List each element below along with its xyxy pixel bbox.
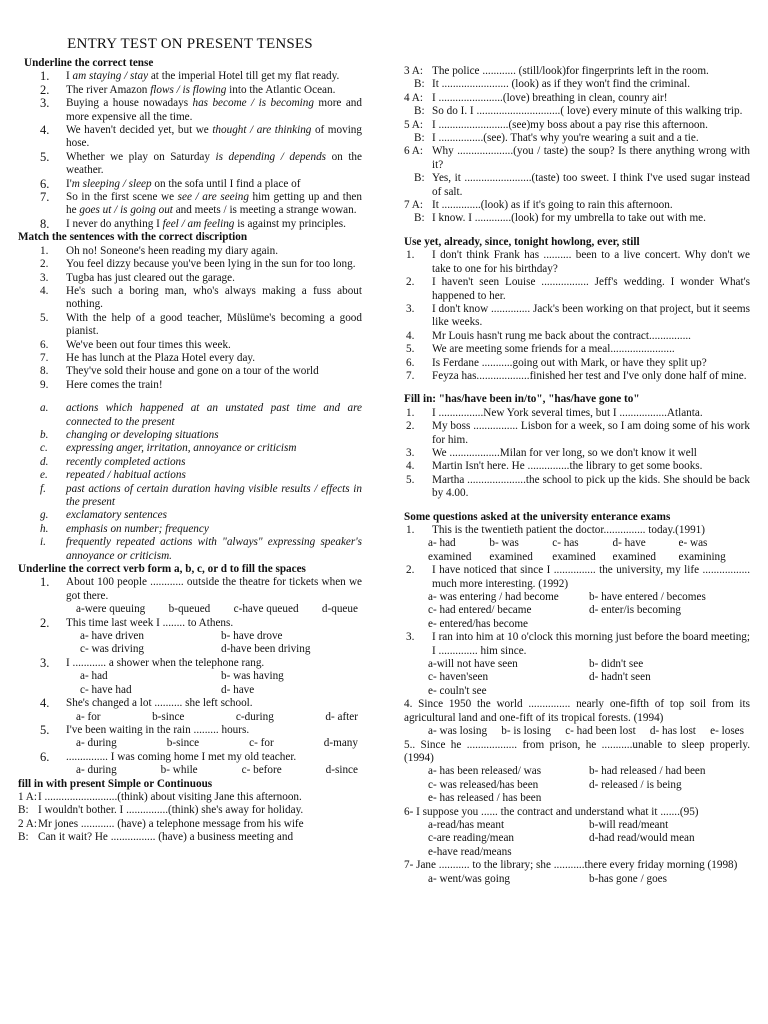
been-gone-list	[404, 407, 750, 501]
match-sentence	[18, 245, 362, 258]
item-number: 6.	[40, 749, 50, 764]
dialogue-continuation	[404, 65, 750, 226]
item-text: She's changed a lot .......... she left school.	[66, 697, 253, 710]
item-text: past actions of certain duration having visible results / effects in the present	[66, 482, 362, 508]
match-sentence	[18, 365, 362, 378]
exercise-item	[404, 303, 750, 330]
item-number: 2.	[40, 258, 49, 271]
speaker-label: B:	[414, 132, 425, 145]
answer-option: c- for	[249, 737, 274, 750]
item-number: 2.	[406, 276, 415, 289]
answer-option: d-have been driving	[221, 643, 311, 656]
answer-option: b- didn't see	[589, 658, 644, 671]
exercise-item	[404, 460, 750, 473]
item-text: Here comes the train!	[66, 378, 163, 391]
answer-option: a- during	[76, 737, 117, 750]
exam-question: 5.. Since he .................. from prison, he ...........unable to sleep properly. (1994)	[404, 738, 750, 764]
answer-option: b- have drove	[221, 630, 283, 643]
answer-option: c-have queued	[233, 603, 299, 616]
match-sentence	[18, 272, 362, 285]
answer-option: d-had read/would mean	[589, 832, 695, 845]
dialogue-text: I .........................(see)my boss about a pay rise this afternoon.	[432, 118, 708, 131]
answer-option: c- was released/has been	[428, 778, 539, 791]
item-text: changing or developing situations	[66, 428, 219, 441]
answer-option: a- was entering / had become	[428, 591, 559, 604]
exercise-item	[18, 97, 362, 124]
exercise-item	[404, 330, 750, 343]
dialogue-text: Yes, it ........................(taste) too sweet. I think I've used sugar instead of salt.	[432, 172, 750, 198]
answer-option: b-will read/meant	[589, 818, 669, 831]
speaker-label: B:	[414, 78, 425, 91]
match-sentence	[18, 285, 362, 312]
answer-option: a-read/has meant	[428, 818, 505, 831]
right-column	[404, 65, 750, 886]
item-number: 1.	[40, 244, 49, 257]
match-description	[18, 469, 362, 482]
item-text: He's such a boring man, who's always making a fuss about nothing.	[66, 284, 362, 311]
answer-option: d- after	[325, 710, 358, 723]
dialogue-line	[18, 804, 362, 817]
item-text: They've sold their house and gone on a tour of the world	[66, 365, 319, 378]
item-text: About 100 people ............ outside the theatre for tickets when we got there.	[66, 576, 362, 602]
answer-option: a- have driven	[80, 630, 144, 643]
section-heading-university-exams: Some questions asked at the university enterance exams	[404, 510, 671, 523]
item-text: We haven't decided yet, but we thought / are thinking of moving hose.	[66, 124, 362, 150]
answer-option: c-during	[235, 710, 274, 723]
item-letter: f.	[40, 482, 46, 495]
item-number: 4.	[40, 696, 50, 711]
dialogue-text: The police ............ (still/look)for fingerprints left in the room.	[432, 65, 709, 77]
item-text: We've been out four times this week.	[66, 338, 231, 351]
answer-option: b- had released / had been	[589, 765, 706, 778]
answer-options	[404, 591, 750, 631]
answer-option: e- loses	[710, 725, 744, 738]
dialogue-text: I wouldn't bother. I ...............(think) she's away for holiday.	[38, 804, 304, 817]
exercise-item	[404, 420, 750, 447]
exam-question: 7- Jane ........... to the library; she ...........there every friday morning (1998)	[404, 859, 738, 872]
exercise-item	[404, 370, 750, 383]
exercise-item	[404, 357, 750, 370]
answer-options	[404, 873, 750, 886]
match-description	[18, 523, 362, 536]
answer-option: e- entered/has become	[428, 617, 529, 630]
item-number: 1.	[406, 524, 415, 536]
match-sentence	[18, 258, 362, 271]
speaker-label: B:	[414, 212, 425, 225]
item-number: 8.	[40, 365, 49, 378]
match-description	[18, 483, 362, 510]
speaker-label: B:	[414, 172, 425, 185]
section-heading-simple-continuous: fill in with present Simple or Continuous	[18, 777, 213, 790]
answer-options	[404, 658, 750, 698]
match-sentence	[18, 312, 362, 339]
dialogue-line	[404, 172, 750, 199]
item-text: Mr Louis hasn't rung me back about the contract...............	[432, 329, 691, 342]
item-text: I don't know .............. Jack's been working on that project, but it seems like weeks.	[432, 302, 750, 329]
exam-question	[404, 564, 750, 591]
dialogue-text: I ................(see). That's why you're wearing a suit and a tie.	[432, 132, 699, 145]
item-text: So in the first scene we see / are seeing him getting up and then he goes ut / is going out and meets / is meeting a strange wowan.	[66, 191, 362, 217]
item-number: 5.	[406, 343, 415, 356]
match-sentences-list	[18, 245, 362, 392]
item-number: 3.	[406, 302, 415, 315]
exam-question: 6- I suppose you ...... the contract and understand what it .......(95)	[404, 805, 699, 818]
item-number: 5.	[40, 311, 49, 324]
item-text: The river Amazon flows / is flowing into the Atlantic Ocean.	[66, 83, 336, 96]
item-letter: d.	[40, 455, 49, 468]
dialogue-line	[404, 78, 750, 91]
item-number: 7.	[40, 351, 49, 364]
speaker-label: 4 A:	[404, 91, 423, 104]
item-number: 3.	[40, 271, 49, 284]
item-text: Buying a house nowadays has become / is becoming more and more expensive all the time.	[66, 97, 362, 123]
match-descriptions-list	[18, 402, 362, 563]
verb-form-question	[18, 724, 362, 737]
item-number: 9.	[40, 378, 49, 391]
exam-question	[404, 631, 750, 658]
item-number: 8.	[40, 216, 50, 231]
item-number: 1.	[40, 575, 50, 590]
dialogue-line	[404, 92, 750, 105]
yet-already-list	[404, 249, 750, 383]
item-letter: a.	[40, 402, 49, 415]
item-text: frequently repeated actions with "always" expressing speaker's annoyance or criticism.	[66, 536, 362, 562]
answer-option: b-since	[152, 710, 185, 723]
item-number: 3.	[40, 655, 50, 670]
item-number: 3.	[406, 631, 415, 644]
answer-options	[404, 819, 750, 859]
answer-option: d-many	[323, 737, 358, 750]
item-number: 2.	[406, 564, 415, 577]
item-number: 4.	[40, 284, 49, 297]
item-text: Is Ferdane ...........going out with Mark, or have they split up?	[432, 356, 707, 369]
answer-option: b- have entered / becomes	[589, 591, 706, 604]
answer-option: a- went/was going	[428, 872, 511, 885]
exercise-item	[18, 70, 362, 83]
dialogue-text: I know. I .............(look) for my umbrella to take out with me.	[432, 212, 706, 225]
item-text: I've been waiting in the rain ......... hours.	[66, 723, 250, 736]
answer-options	[404, 765, 750, 805]
item-text: actions which happened at an unstated past time and are connected to the present	[66, 402, 362, 428]
match-description	[18, 402, 362, 429]
item-text: exclamatory sentences	[66, 509, 167, 522]
answer-option: d- have	[221, 683, 255, 696]
dialogue-text: I .......................(love) breathing in clean, counry air!	[432, 91, 668, 104]
item-number: 1.	[406, 406, 415, 419]
item-number: 4.	[406, 329, 415, 342]
item-text: Tugba has just cleared out the garage.	[66, 271, 235, 284]
answer-option: a- was losing	[428, 725, 488, 738]
answer-options	[18, 737, 362, 750]
answer-option: c- haven'seen	[428, 671, 489, 684]
dialogue-text: It ..............(look) as if it's going to rain this afternoon.	[432, 199, 673, 212]
answer-option: e-have read/means	[428, 845, 512, 858]
dialogue-text: Can it wait? He ................ (have) a business meeting and	[38, 831, 294, 844]
item-text: I don't think Frank has .......... been to a live concert. Why don't we take to one for his birthday?	[432, 249, 750, 275]
exercise-item	[18, 84, 362, 97]
speaker-label: 7 A:	[404, 199, 423, 212]
item-number: 1.	[406, 249, 415, 262]
item-text: I never do anything I feel / am feeling is against my principles.	[66, 217, 346, 230]
answer-option: a-were queuing	[76, 603, 146, 616]
item-text: ............... I was coming home I met my old teacher.	[66, 750, 297, 763]
item-text: I have noticed that since I ............... the university, my life ................. much more interesting. (1992)	[432, 564, 750, 590]
verb-form-list	[18, 576, 362, 777]
answer-option: c- had been lost	[565, 725, 636, 738]
exercise-item	[18, 124, 362, 151]
answer-options	[404, 725, 750, 738]
item-text: expressing anger, irritation, annoyance or criticism	[66, 442, 297, 455]
answer-option: b-has gone / goes	[589, 872, 667, 885]
item-text: This time last week I ........ to Athens.	[66, 616, 234, 629]
item-text: I ............ a shower when the telephone rang.	[66, 656, 265, 669]
match-description	[18, 456, 362, 469]
item-text: He has lunch at the Plaza Hotel every day.	[66, 351, 256, 364]
exercise-item	[18, 151, 362, 178]
answer-option: b-since	[166, 737, 200, 750]
item-number: 1.	[40, 69, 50, 84]
speaker-label: 3 A:	[404, 65, 423, 77]
speaker-label: B:	[414, 105, 425, 118]
answer-option: c- have had	[80, 683, 132, 696]
item-number: 6.	[406, 356, 415, 369]
item-number: 2.	[406, 420, 415, 433]
answer-options	[18, 711, 362, 724]
section-heading-been-gone: Fill in: "has/have been in/to", "has/have gone to"	[404, 393, 640, 406]
item-number: 2.	[40, 82, 50, 97]
item-number: 5.	[406, 473, 415, 486]
underline-tense-list	[18, 70, 362, 231]
answer-options	[18, 764, 362, 777]
answer-options	[18, 603, 362, 616]
answer-option: e- couln't see	[428, 684, 487, 697]
answer-option: b- while	[160, 764, 198, 777]
match-sentence	[18, 379, 362, 392]
answer-option: a- for	[76, 710, 101, 723]
item-text: My boss ................ Lisbon for a week, so I am doing some of his work for him.	[432, 420, 750, 446]
dialogue-line	[404, 212, 750, 225]
answer-option: c- was driving	[80, 643, 145, 656]
answer-option: e- was examining	[678, 537, 726, 563]
verb-form-question	[18, 751, 362, 764]
answer-option: e- has released / has been	[428, 792, 542, 805]
match-sentence	[18, 339, 362, 352]
item-number: 3.	[406, 446, 415, 459]
match-description	[18, 442, 362, 455]
answer-option: b- was examined	[489, 537, 533, 563]
dialogue-text: I ..........................(think) about visiting Jane this afternoon.	[38, 790, 302, 803]
left-column	[18, 57, 362, 845]
exercise-item	[18, 191, 362, 218]
answer-option: c- had entered/ became	[428, 604, 532, 617]
verb-form-question	[18, 617, 362, 630]
item-number: 6.	[40, 338, 49, 351]
item-letter: g.	[40, 509, 49, 522]
answer-option: c-are reading/mean	[428, 832, 515, 845]
dialogue-line	[404, 199, 750, 212]
dialogue-line	[18, 831, 362, 844]
section-heading-verb-form: Underline the correct verb form a, b, c, or d to fill the spaces	[18, 563, 306, 576]
item-number: 6.	[40, 176, 50, 191]
dialogue-line	[18, 791, 362, 804]
answer-option: b- is losing	[501, 725, 551, 738]
page-title: ENTRY TEST ON PRESENT TENSES	[67, 36, 313, 52]
item-text: We are meeting some friends for a meal.......................	[432, 343, 675, 356]
item-text: I ran into him at 10 o'clock this morning just before the board meeting; I .............. him since.	[432, 631, 750, 657]
answer-option: a- had examined	[428, 537, 472, 563]
speaker-label: 2 A:	[18, 817, 37, 830]
dialogue-line	[404, 132, 750, 145]
exercise-item	[404, 407, 750, 420]
item-number: 4.	[40, 123, 50, 138]
answer-option: d- have examined	[612, 537, 657, 563]
section-heading-match: Match the sentences with the correct discription	[18, 231, 248, 244]
exercise-item	[18, 178, 362, 191]
item-text: We ..................Milan for ver long, so we don't know it well	[432, 446, 697, 459]
item-text: With the help of a good teacher, Müslüme's becoming a good pianist.	[66, 311, 362, 338]
answer-option: d- released / is being	[589, 778, 682, 791]
exercise-item	[404, 276, 750, 303]
item-text: Whether we play on Saturday is depending / depends on the weather.	[66, 150, 362, 177]
verb-form-question	[18, 697, 362, 710]
dialogue-text: Why ....................(you / taste) the soup? Is there anything wrong with it?	[432, 145, 750, 171]
item-number: 5.	[40, 722, 50, 737]
answer-option: d-queue	[321, 603, 358, 616]
answer-option: c- has examined	[552, 537, 596, 563]
answer-options	[18, 670, 362, 697]
answer-option: b- was having	[221, 670, 284, 683]
dialogue-line	[404, 65, 750, 78]
verb-form-question	[18, 657, 362, 670]
match-sentence	[18, 352, 362, 365]
item-number: 7.	[406, 369, 415, 382]
answer-option: d- hadn't seen	[589, 671, 651, 684]
item-letter: i.	[40, 536, 46, 549]
speaker-label: 1 A:	[18, 790, 37, 803]
answer-option: c- before	[241, 764, 282, 777]
speaker-label: B:	[18, 831, 29, 844]
item-number: 3.	[40, 96, 50, 111]
speaker-label: B:	[18, 804, 29, 817]
item-number: 5.	[40, 149, 50, 164]
dialogue-text: So do I. I ..............................( love) every minute of this walking trip.	[432, 105, 743, 118]
answer-option: d-since	[325, 764, 358, 777]
university-exam-questions	[404, 524, 750, 886]
speaker-label: 6 A:	[404, 145, 423, 158]
exercise-item	[18, 218, 362, 231]
item-text: I'm sleeping / sleep on the sofa until I find a place of	[66, 177, 301, 190]
item-number: 7.	[40, 190, 50, 205]
item-letter: c.	[40, 442, 48, 455]
speaker-label: 5 A:	[404, 118, 423, 131]
answer-options	[404, 537, 750, 564]
section-heading-yet-already: Use yet, already, since, tonight howlong, ever, still	[404, 235, 640, 248]
item-text: I ................New York several times, but I .................Atlanta.	[432, 406, 703, 419]
answer-option: a-will not have seen	[428, 658, 518, 671]
item-letter: h.	[40, 522, 49, 535]
item-number: 4.	[406, 460, 415, 473]
answer-option: a- has been released/ was	[428, 765, 542, 778]
answer-option: a- had	[80, 670, 108, 683]
match-description	[18, 536, 362, 563]
exam-question	[404, 524, 750, 537]
answer-option: d- enter/is becoming	[589, 604, 681, 617]
item-text: I haven't seen Louise ................. Jeff's wedding. I wonder What's happened to her.	[432, 276, 750, 302]
item-number: 2.	[40, 615, 50, 630]
match-description	[18, 429, 362, 442]
dialogue-line	[404, 145, 750, 172]
dialogue-text: It ........................ (look) as if they won't find the criminal.	[432, 78, 691, 91]
item-text: Oh no! Soneone's heen reading my diary again.	[66, 244, 279, 257]
item-text: You feel dizzy because you've been lying in the sun for too long.	[66, 258, 356, 271]
item-text: emphasis on number; frequency	[66, 522, 209, 535]
item-text: This is the twentieth patient the doctor............... today.(1991)	[432, 524, 706, 536]
dialogue-line	[404, 105, 750, 118]
item-letter: e.	[40, 469, 48, 482]
exercise-item	[404, 474, 750, 501]
item-text: Feyza has...................finished her test and I've only done half of mine.	[432, 369, 747, 382]
answer-option: b-queued	[168, 603, 211, 616]
dialogue-line	[18, 818, 362, 831]
item-letter: b.	[40, 428, 49, 441]
answer-option: d- has lost	[649, 725, 696, 738]
answer-option: a- during	[76, 764, 117, 777]
item-text: I am staying / stay at the imperial Hotel till get my flat ready.	[66, 70, 340, 83]
exam-question: 4. Since 1950 the world ............... nearly one-fifth of top soil from its agricultural land and one-fift of its tropical forests. (1994)	[404, 698, 750, 724]
simple-continuous-dialogues	[18, 791, 362, 845]
item-text: Martin Isn't here. He ...............the library to get some books.	[432, 460, 703, 473]
exercise-item	[404, 447, 750, 460]
item-text: Martha .....................the school to pick up the kids. She should be back by 4.00.	[432, 473, 750, 500]
item-text: repeated / habitual actions	[66, 469, 186, 482]
exercise-item	[404, 249, 750, 276]
dialogue-line	[404, 119, 750, 132]
exercise-item	[404, 343, 750, 356]
section-heading-underline-tense: Underline the correct tense	[24, 57, 154, 69]
item-text: recently completed actions	[66, 455, 186, 468]
dialogue-text: Mr jones ............ (have) a telephone message from his wife	[38, 817, 304, 830]
answer-options	[18, 630, 362, 657]
match-description	[18, 509, 362, 522]
verb-form-question	[18, 576, 362, 603]
